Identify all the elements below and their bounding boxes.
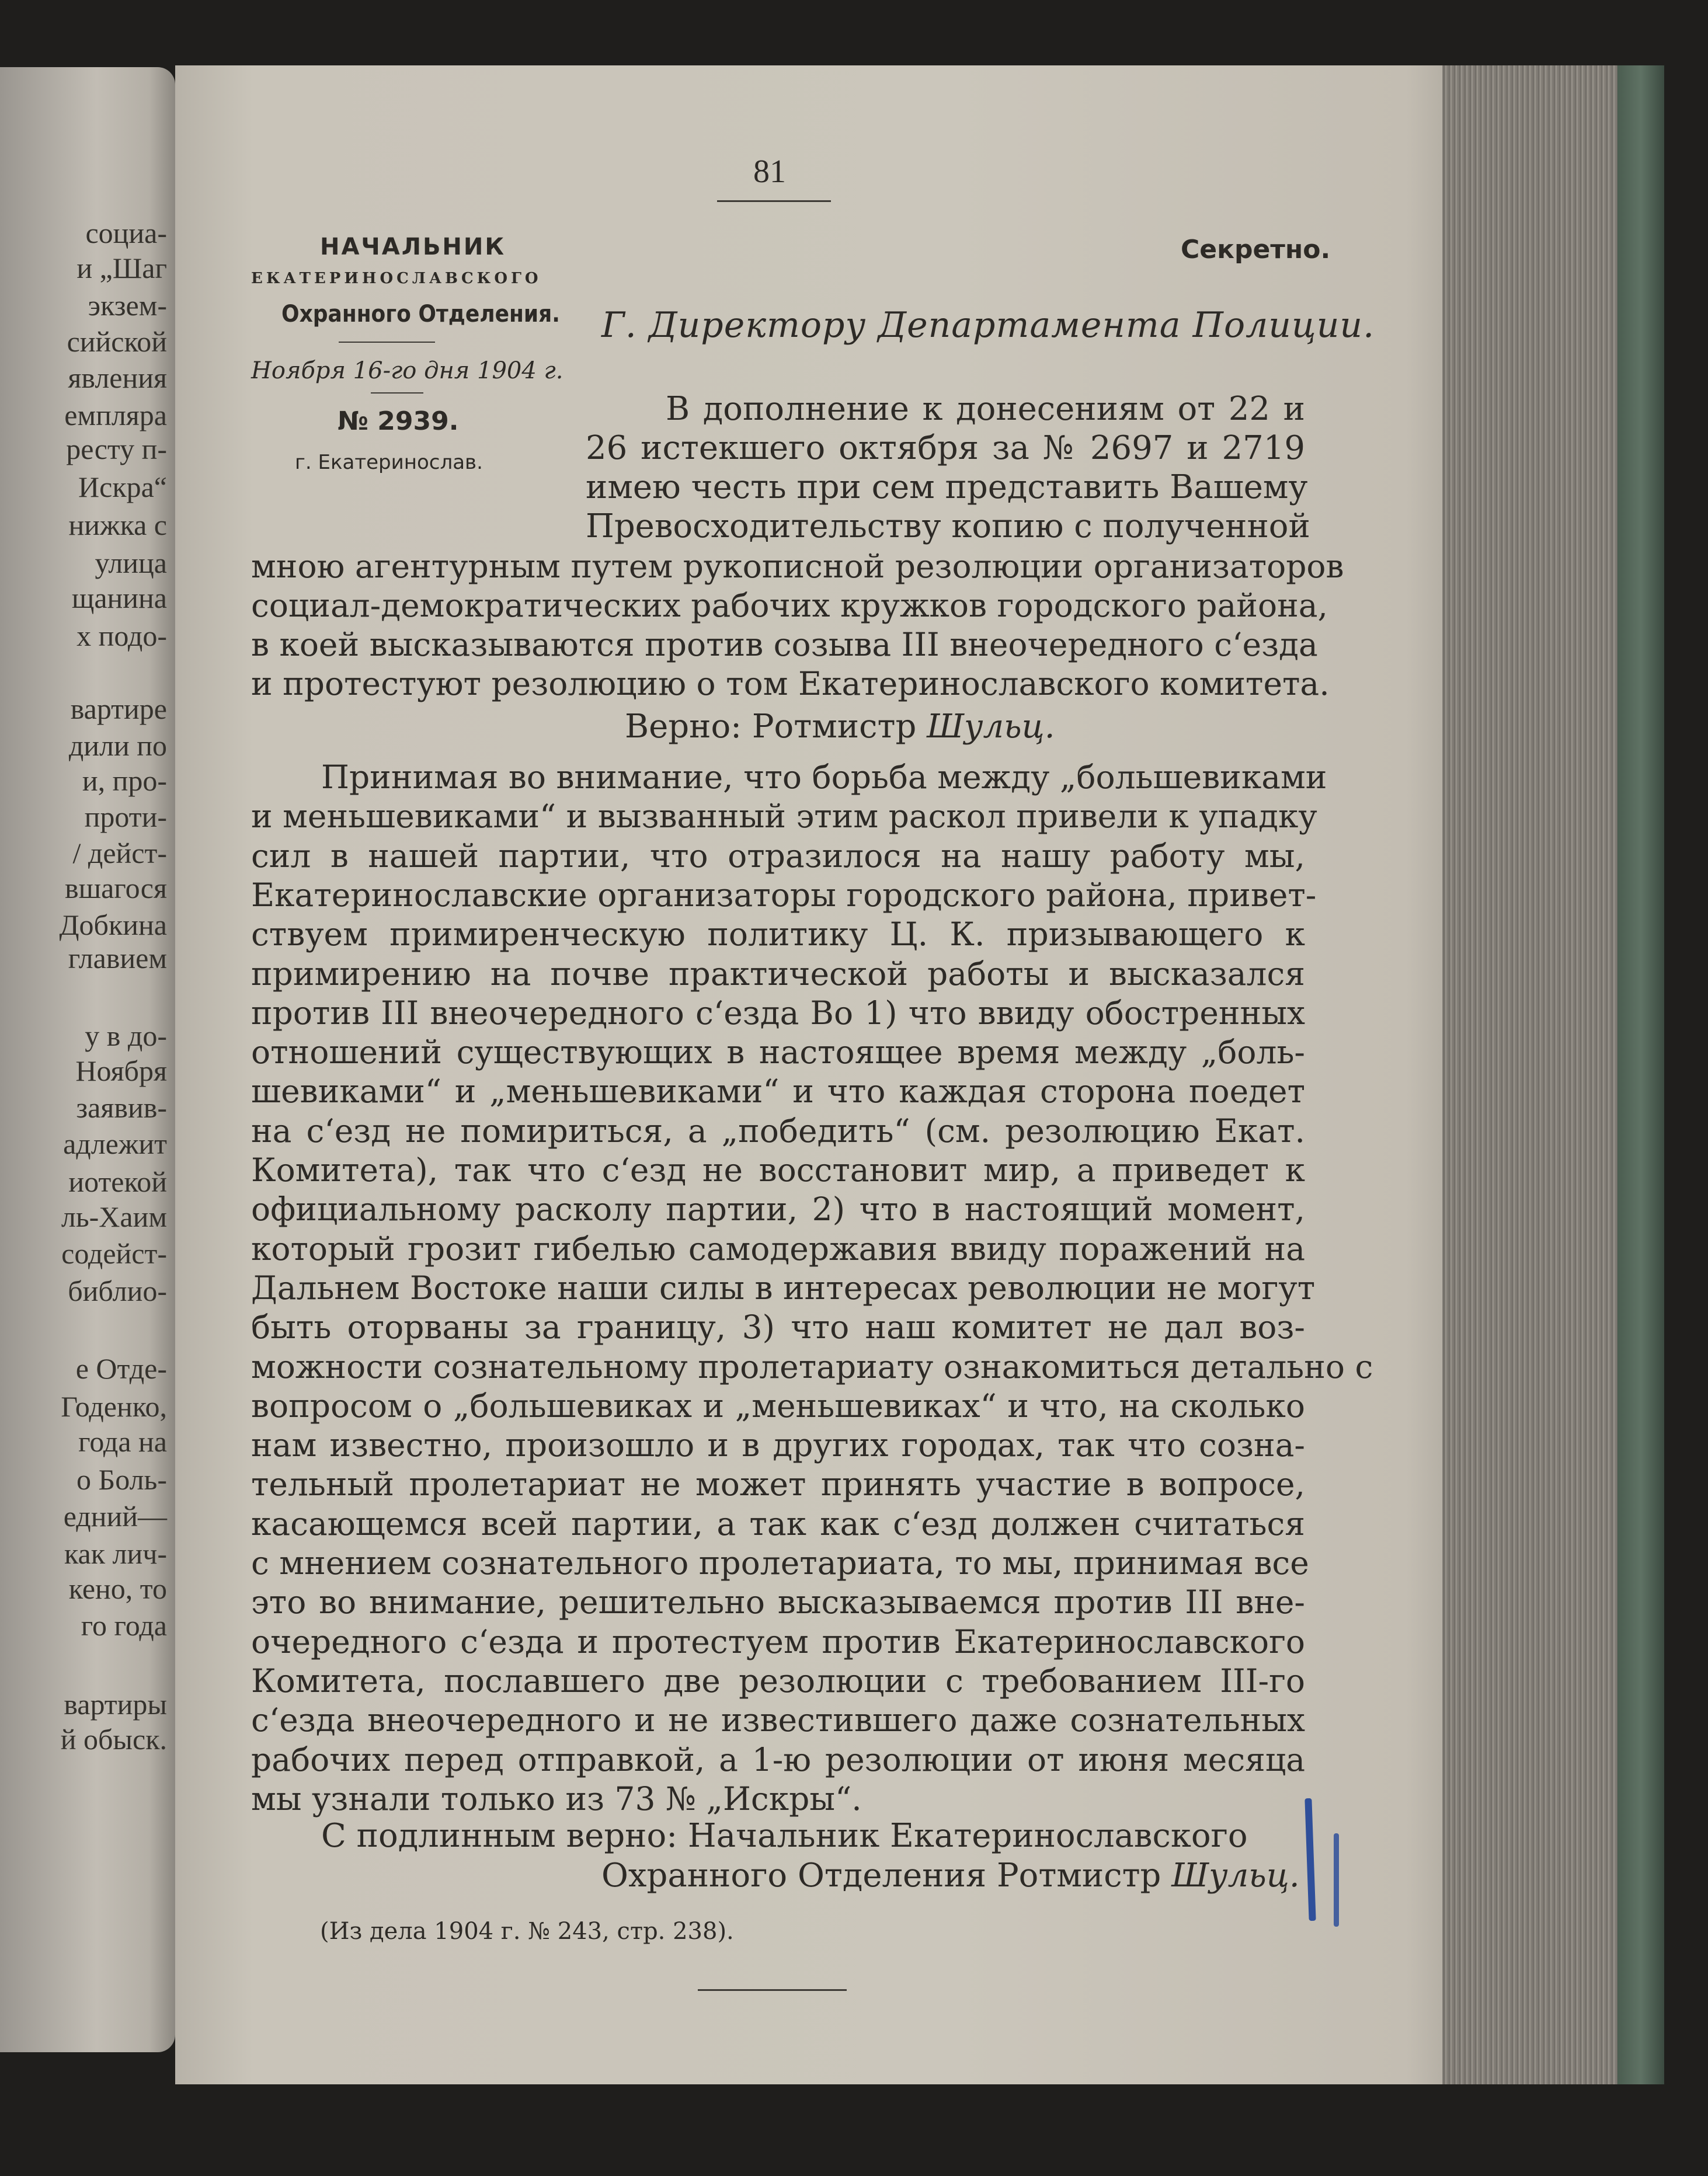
- cover-line: социал-демократических рабочих кружков городского района,: [251, 587, 1328, 624]
- left-page-fragment: социа-: [85, 217, 167, 249]
- resolution-line: вопросом о „большевиках и „меньшевиках“ и что, на сколько: [251, 1387, 1305, 1425]
- left-page-fragment: вартире: [70, 692, 167, 725]
- resolution-line: ствуем примиренческую политику Ц. К. призывающего к: [251, 915, 1305, 953]
- left-page-fragment: ресту п-: [66, 433, 167, 465]
- left-page-fragment: емпляра: [64, 399, 167, 431]
- left-page-fragment: ль-Хаим: [61, 1200, 167, 1233]
- letter-city: г. Екатеринослав.: [295, 451, 483, 474]
- resolution-line: против III внеочередного с‘езда Во 1) что ввиду обостренных: [251, 994, 1305, 1032]
- left-page-fragment: явления: [68, 361, 167, 394]
- left-page-fragment: экзем-: [88, 289, 167, 322]
- resolution-line: быть оторваны за границу, 3) что наш комитет не дал воз-: [251, 1308, 1305, 1346]
- left-page-fragment: улица: [95, 546, 167, 579]
- addressee: Г. Директору Департамента Полиции.: [601, 305, 1375, 346]
- resolution-line: официальному расколу партии, 2) что в настоящий момент,: [251, 1190, 1305, 1228]
- cover-line: и протестуют резолюцию о том Екатеринославского комитета.: [251, 665, 1330, 702]
- resolution-line: и меньшевиками“ и вызванный этим раскол привели к упадку: [251, 798, 1317, 835]
- left-page-fragment: о Боль-: [76, 1463, 167, 1496]
- resolution-line: который грозит гибелью самодержавия ввиду поражений на: [251, 1230, 1305, 1268]
- resolution-line: рабочих перед отправкой, а 1-ю резолюции от июня месяца: [251, 1740, 1305, 1778]
- header-rule-1: [339, 342, 435, 343]
- attestation-1: [625, 708, 1055, 746]
- page-number-rule: [717, 200, 831, 202]
- office-title: НАЧАЛЬНИК: [320, 234, 506, 260]
- left-page-fragment: вшагося: [65, 872, 167, 904]
- cover-line: 26 истекшего октября за № 2697 и 2719: [586, 429, 1305, 467]
- left-page-fragment: / дейст-: [72, 837, 167, 869]
- attestation-1-name: Шульц.: [927, 708, 1055, 746]
- resolution-line: примирению на почве практической работы и высказался: [251, 955, 1305, 993]
- resolution-line: Дальнем Востоке наши силы в интересах революции не могут: [251, 1269, 1316, 1307]
- pencil-mark: [1334, 1833, 1339, 1927]
- resolution-line: отношений существующих в настоящее время между „боль-: [251, 1033, 1305, 1071]
- left-page-fragment: й обыск.: [60, 1723, 167, 1756]
- left-page-fragment: адлежит: [63, 1127, 167, 1160]
- resolution-line: с мнением сознательного пролетариата, то мы, принимая все: [251, 1544, 1309, 1582]
- left-page-fragment: года на: [78, 1425, 167, 1458]
- left-page-fragment: Искра“: [78, 471, 167, 503]
- left-page-fragment: сийской: [67, 325, 167, 358]
- left-page-fragment: щанина: [71, 582, 167, 614]
- resolution-line: это во внимание, решительно высказываемся против III вне-: [251, 1583, 1305, 1621]
- letter-number: № 2939.: [338, 406, 459, 436]
- page-edges: [1442, 65, 1617, 2084]
- office-name: Охранного Отделения.: [281, 301, 560, 328]
- classification: Секретно.: [1181, 235, 1331, 264]
- attestation-2-text: Охранного Отделения Ротмистр: [601, 1857, 1161, 1895]
- left-page-fragment: библио-: [68, 1275, 167, 1307]
- cover-line: Превосходительству копию с полученной: [586, 507, 1310, 545]
- attestation-2-line1: С подлинным верно: Начальник Екатеринославского: [321, 1817, 1248, 1855]
- resolution-line: можности сознательному пролетариату ознакомиться детально с: [251, 1348, 1373, 1385]
- left-page-fragment: проти-: [84, 800, 167, 833]
- resolution-line: с‘езда внеочередного и не известившего даже сознательных: [251, 1701, 1305, 1739]
- resolution-line: тельный пролетариат не может принять участие в вопросе,: [251, 1465, 1305, 1503]
- book-cover: [1617, 65, 1664, 2084]
- left-page-fragment: и „Шаг: [76, 252, 167, 284]
- left-page-fragment: х подо-: [76, 619, 167, 652]
- left-page-fragment: у в до-: [85, 1019, 167, 1052]
- left-page-fragment: Добкина: [59, 908, 167, 941]
- resolution-line: Принимая во внимание, что борьба между „большевиками: [321, 758, 1327, 796]
- left-page-fragment: заявив-: [76, 1091, 167, 1124]
- office-subtitle: ЕКАТЕРИНОСЛАВСКОГО: [251, 270, 542, 287]
- attestation-1-label: Верно: Ротмистр: [625, 708, 917, 746]
- left-page-fragment: го года: [81, 1609, 167, 1642]
- left-page-edge: [0, 67, 175, 2052]
- resolution-line: на с‘езд не помириться, а „победить“ (см. резолюцию Екат.: [251, 1112, 1305, 1150]
- cover-line: мною агентурным путем рукописной резолюции организаторов: [251, 548, 1344, 585]
- resolution-line: касающемся всей партии, а так как с‘езд должен считаться: [251, 1505, 1305, 1543]
- left-page-fragment: Ноября: [75, 1054, 167, 1087]
- left-page-fragment: кено, то: [68, 1572, 167, 1605]
- left-page-fragment: главием: [68, 942, 167, 974]
- resolution-line: Комитета), так что с‘езд не восстановит мир, а приведет к: [251, 1151, 1305, 1189]
- attestation-2-line2: [601, 1857, 1300, 1895]
- left-page-fragment: иотекой: [68, 1165, 167, 1198]
- cover-line: в коей высказываются против созыва III внеочередного с‘езда: [251, 626, 1318, 663]
- left-page-fragment: Годенко,: [61, 1390, 167, 1423]
- left-page-fragment: содейст-: [61, 1237, 167, 1270]
- header-rule-2: [371, 392, 423, 394]
- resolution-line: шевиками“ и „меньшевиками“ и что каждая сторона поедет: [251, 1073, 1305, 1110]
- left-page-fragment: как лич-: [64, 1537, 167, 1570]
- resolution-line: мы узнали только из 73 № „Искры“.: [251, 1780, 862, 1818]
- left-page-fragment: и, про-: [82, 764, 167, 797]
- cover-line: имею честь при сем представить Вашему: [586, 468, 1308, 506]
- resolution-line: очередного с‘езда и протестуем против Екатеринославского: [251, 1623, 1305, 1660]
- cover-line: В дополнение к донесениям от 22 и: [666, 390, 1305, 428]
- left-page-fragment: нижка с: [68, 509, 167, 541]
- resolution-line: нам известно, произошло и в других городах, так что созна-: [251, 1426, 1305, 1464]
- source-note: (Из дела 1904 г. № 243, стр. 238).: [320, 1918, 734, 1945]
- resolution-line: Екатеринославские организаторы городского района, привет-: [251, 876, 1317, 914]
- resolution-line: сил в нашей партии, что отразилося на нашу работу мы,: [251, 837, 1305, 875]
- attestation-2-name: Шульц.: [1171, 1857, 1300, 1895]
- left-page-fragment: едний—: [63, 1500, 167, 1533]
- left-page-fragment: е Отде-: [75, 1352, 167, 1385]
- page-number: 81: [753, 154, 786, 190]
- left-page-fragment: дили по: [68, 729, 167, 762]
- letter-date: Ноября 16-го дня 1904 г.: [251, 357, 563, 384]
- closing-rule: [698, 1989, 847, 1991]
- resolution-line: Комитета, пославшего две резолюции с требованием III-го: [251, 1662, 1305, 1700]
- left-page-fragment: вартиры: [64, 1688, 167, 1721]
